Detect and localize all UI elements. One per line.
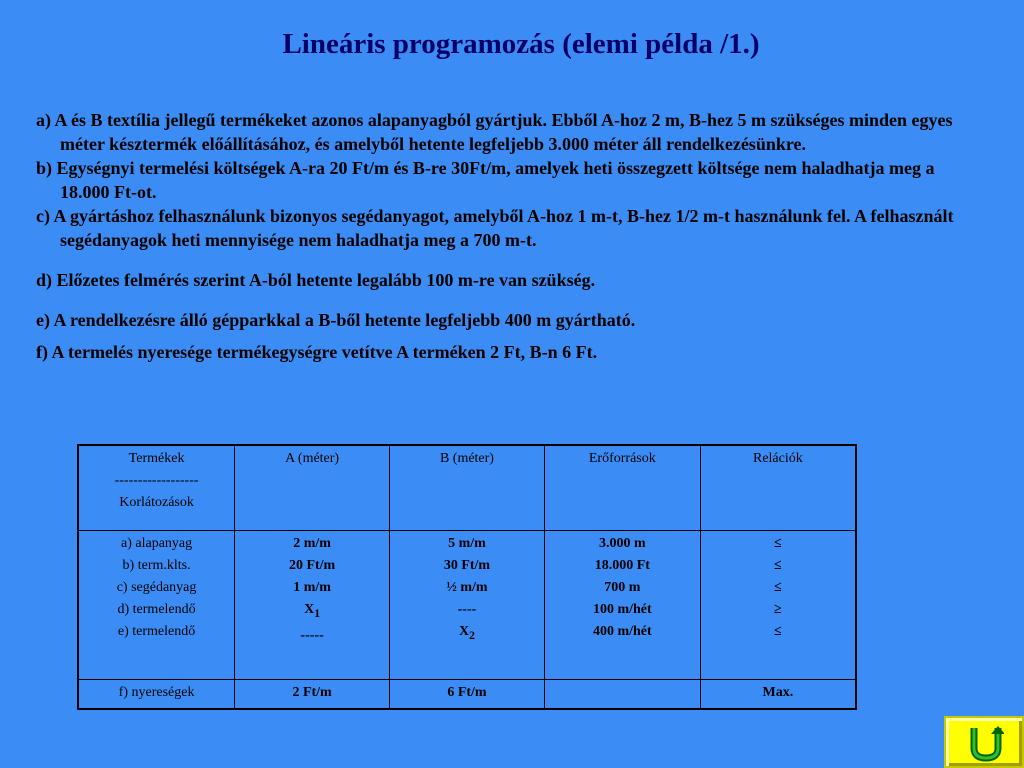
relation-d: ≥	[774, 602, 782, 617]
relation-e: ≤	[774, 624, 782, 639]
header-relations: Relációk	[700, 445, 856, 531]
header-products-constraints	[78, 445, 235, 531]
u-turn-back-icon	[968, 724, 1004, 762]
resource-c: 700 m	[604, 580, 641, 595]
header-products-label: Termékek	[128, 451, 185, 466]
relation-c: ≤	[774, 580, 782, 595]
constraint-c: c) segédanyag	[116, 580, 197, 595]
header-resources: Erőforrások	[544, 445, 700, 531]
header-divider-dashes: ------------------	[114, 473, 199, 488]
constraints-cell	[78, 531, 235, 680]
a-coefficients-cell	[235, 531, 390, 680]
profit-resource	[544, 680, 700, 710]
relation-a: ≤	[774, 536, 782, 551]
resource-a: 3.000 m	[598, 536, 646, 551]
problem-statement	[36, 108, 986, 364]
relations-cell	[700, 531, 856, 680]
table-footer-row	[78, 680, 856, 710]
header-constraints-label: Korlátozások	[119, 495, 194, 510]
profit-a: 2 Ft/m	[235, 680, 390, 710]
relation-b: ≤	[774, 558, 782, 573]
item-e: e) A rendelkezésre álló gépparkkal a B-ből hetente legfeljebb 400 m gyártható.	[36, 310, 636, 330]
constraint-e: e) termelendő	[117, 624, 196, 639]
resource-d: 100 m/hét	[592, 602, 652, 617]
profit-b: 6 Ft/m	[390, 680, 545, 710]
constraint-a: a) alapanyag	[121, 536, 193, 551]
item-a: a) A és B textília jellegű termékeket azonos alapanyagból gyártjuk. Ebből A-hoz 2 m, B-hez 5 m szükséges minden egyes méter késztermék előállításához, és amelyből hetente legfeljebb 3.000 méter áll rendelkezésünkre.	[36, 110, 953, 154]
x1-subscript: 1	[314, 606, 321, 620]
slide-title: Lineáris programozás (elemi példa /1.)	[282, 28, 760, 60]
item-b: b) Egységnyi termelési költségek A-ra 20 Ft/m és B-re 30Ft/m, amelyek heti összegzett költsége nem haladhatja meg a 18.000 Ft-ot.	[36, 158, 935, 202]
a-coef-b: 20 Ft/m	[288, 558, 336, 573]
b-coef-d: ----	[457, 602, 477, 617]
a-coef-d	[239, 599, 385, 625]
x1-var: X	[304, 602, 315, 617]
x2-var: X	[458, 624, 470, 639]
a-coef-e: -----	[300, 627, 324, 643]
x2-subscript: 2	[469, 628, 475, 642]
b-coef-b: 30 Ft/m	[443, 558, 491, 573]
resource-b: 18.000 Ft	[594, 558, 650, 573]
table-body-row	[78, 531, 856, 680]
table-header-row	[78, 445, 856, 531]
resources-cell	[544, 531, 700, 680]
b-coef-a: 5 m/m	[448, 536, 486, 551]
header-a: A (méter)	[235, 445, 390, 531]
b-coef-e	[394, 621, 540, 647]
header-b: B (méter)	[390, 445, 545, 531]
resource-e: 400 m/hét	[592, 624, 652, 639]
a-coef-c: 1 m/m	[293, 580, 331, 595]
profit-relation: Max.	[700, 680, 856, 710]
profit-label: f) nyereségek	[78, 680, 235, 710]
back-button[interactable]	[944, 716, 1024, 768]
constraint-b: b) term.klts.	[122, 558, 191, 573]
item-c: c) A gyártáshoz felhasználunk bizonyos segédanyagot, amelyből A-hoz 1 m-t, B-hez 1/2 m-t használunk fel. A felhasznált segédanyagok heti mennyisége nem haladhatja meg a 700 m-t.	[36, 206, 954, 250]
item-d: d) Előzetes felmérés szerint A-ból hetente legalább 100 m-re van szükség.	[36, 270, 596, 290]
item-f: f) A termelés nyeresége termékegységre vetítve A terméken 2 Ft, B-n 6 Ft.	[36, 342, 598, 362]
b-coef-c: ½ m/m	[446, 580, 488, 595]
lp-table	[77, 444, 857, 710]
a-coef-a: 2 m/m	[293, 536, 331, 551]
b-coefficients-cell	[390, 531, 545, 680]
constraint-d: d) termelendő	[117, 602, 196, 617]
